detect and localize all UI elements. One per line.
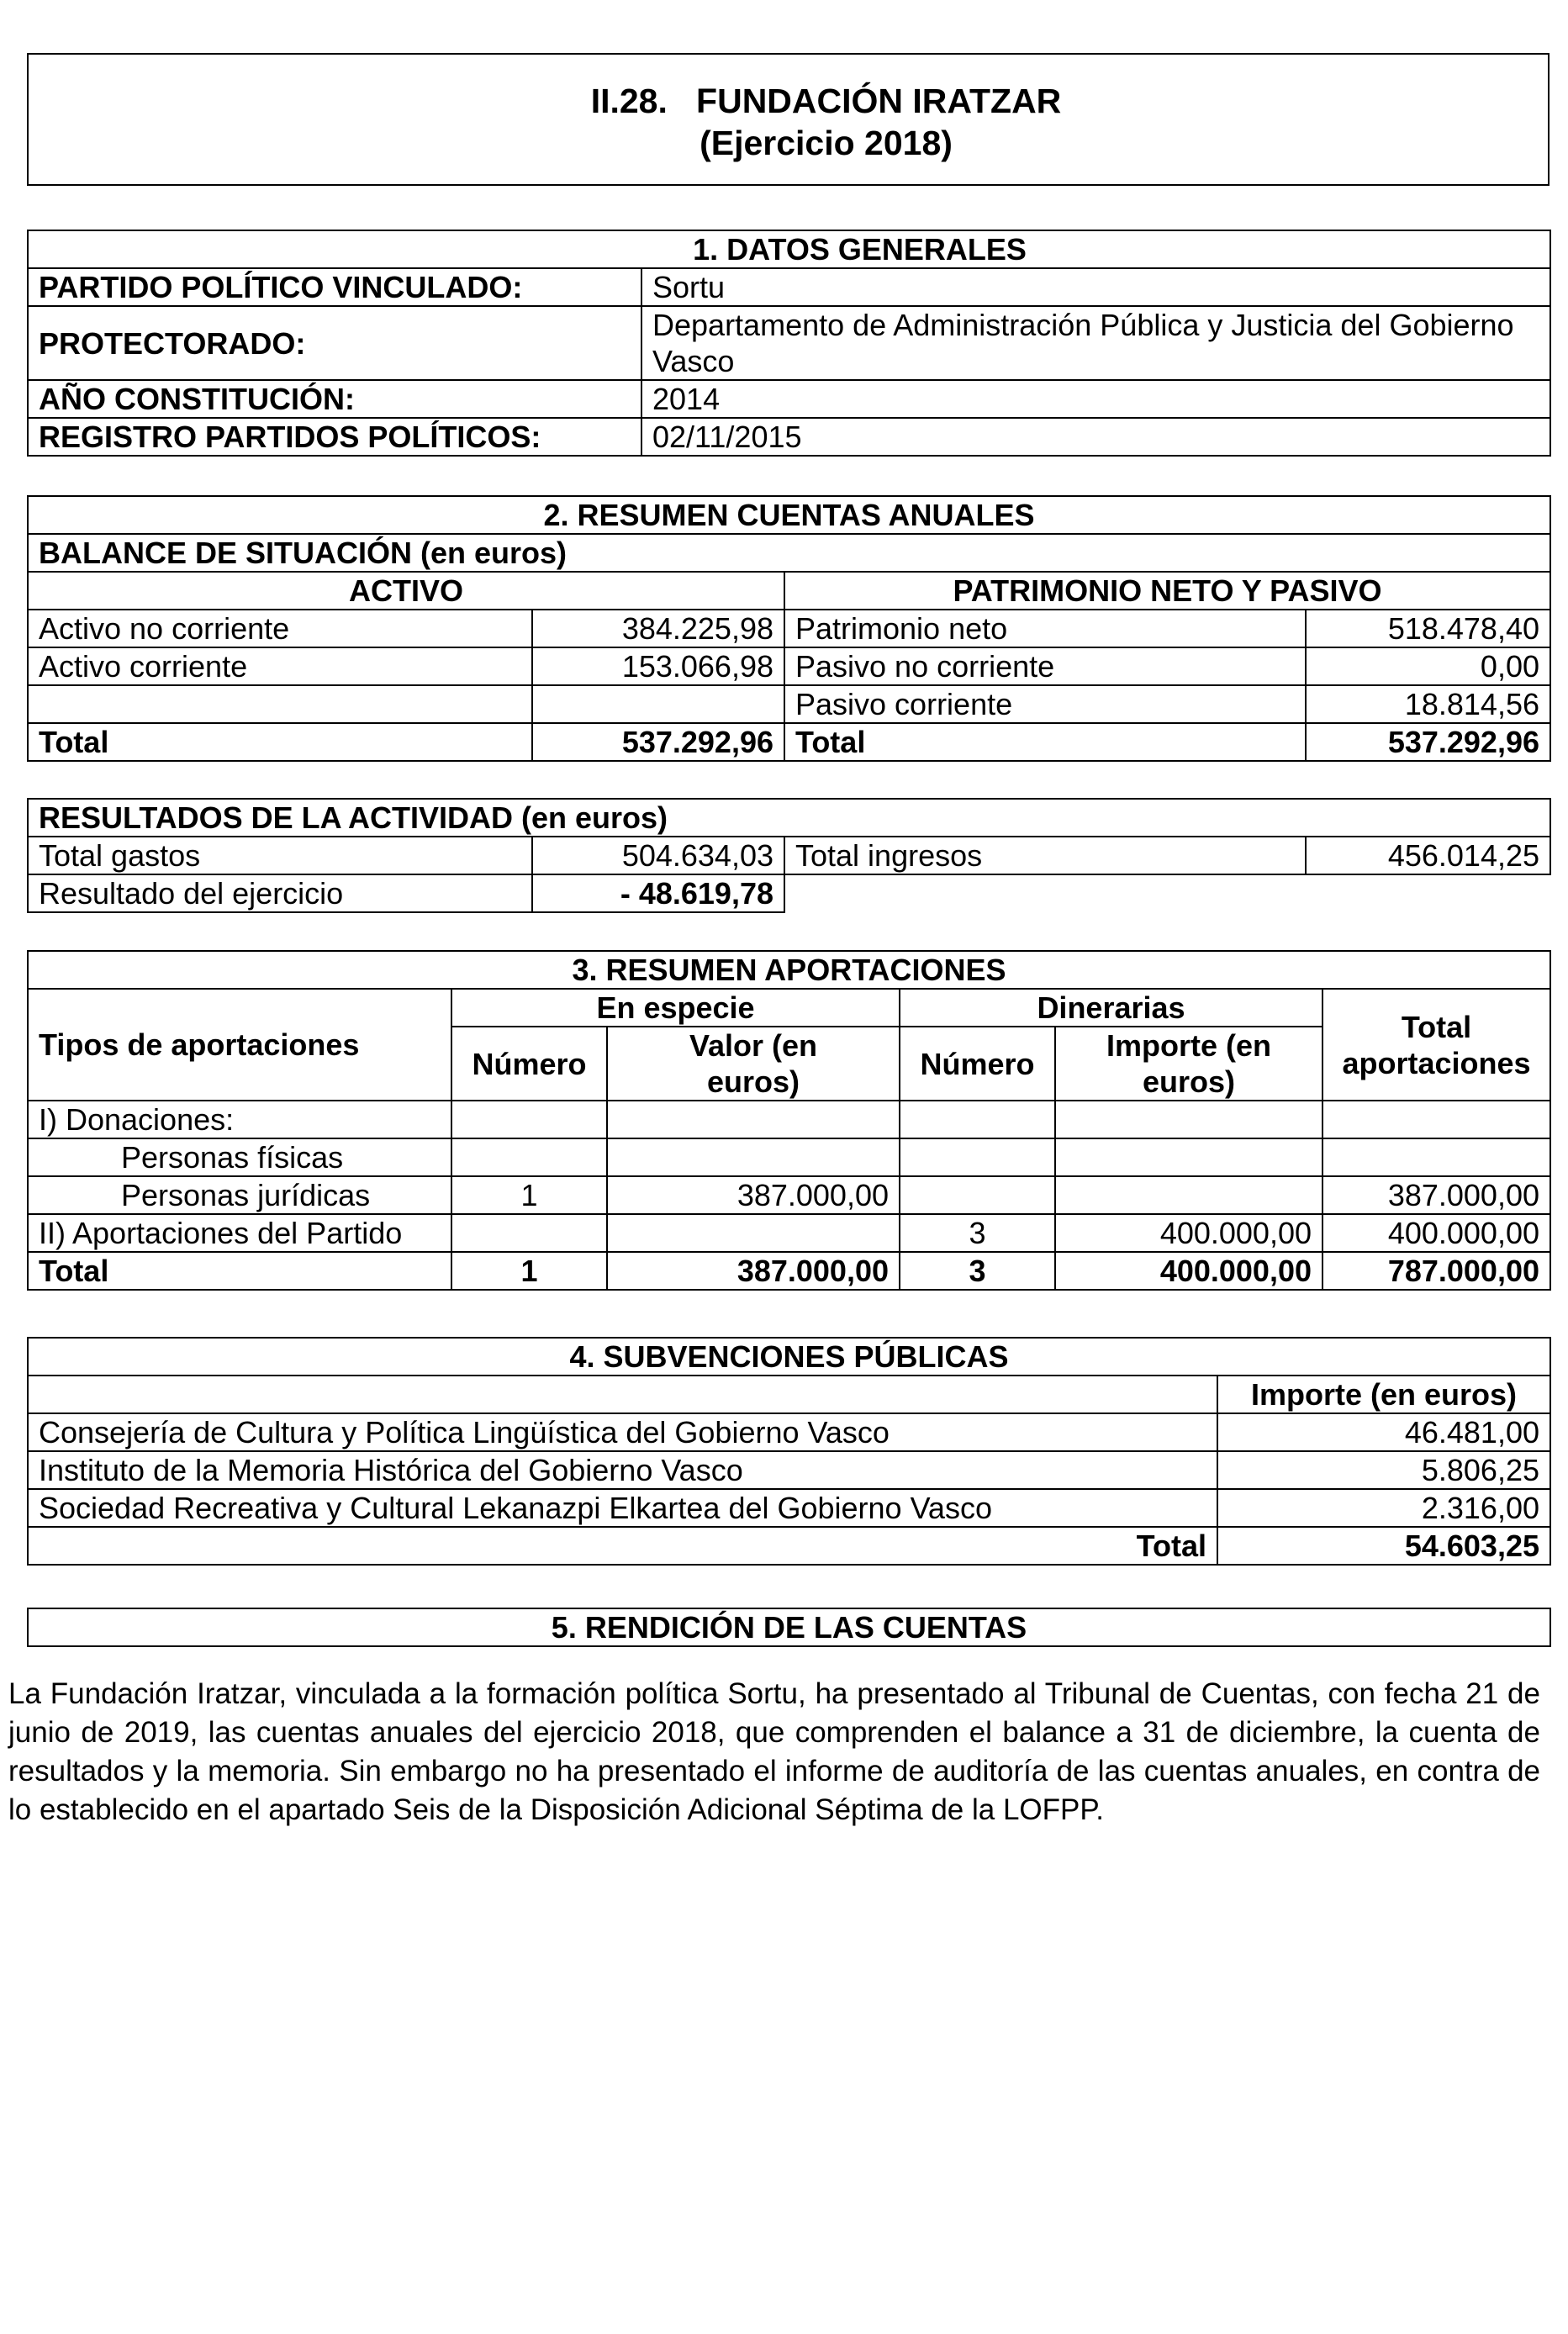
subsidy-label: Consejería de Cultura y Política Lingüística del Gobierno Vasco (28, 1413, 1217, 1451)
resultado-value: - 48.619,78 (532, 874, 784, 912)
balance-title: BALANCE DE SITUACIÓN (en euros) (28, 534, 1550, 572)
contribution-v1 (607, 1138, 900, 1176)
general-data-table (27, 230, 1551, 457)
subsidy-label: Instituto de la Memoria Histórica del Gobierno Vasco (28, 1451, 1217, 1489)
accounts-title: 2. RESUMEN CUENTAS ANUALES (28, 496, 1550, 534)
subsidies-header-importe: Importe (en euros) (1217, 1376, 1550, 1413)
pasivo-header: PATRIMONIO NETO Y PASIVO (784, 572, 1550, 610)
empty-cell (784, 874, 1550, 912)
results-table (27, 798, 1551, 913)
contribution-n1: 1 (451, 1176, 607, 1214)
activo-label: Activo no corriente (28, 610, 532, 647)
contribution-total-v2: 400.000,00 (1055, 1252, 1323, 1290)
subsidy-value: 46.481,00 (1217, 1413, 1550, 1451)
activo-header: ACTIVO (28, 572, 784, 610)
rendition-paragraph: La Fundación Iratzar, vinculada a la formación política Sortu, ha presentado al Tribunal de Cuentas, con fecha 21 de junio de 2019, las cuentas anuales del ejercicio 2018, que comprenden el balance a 31 de diciembre, la cuenta de resultados y la memoria. Sin embargo no ha presentado el informe de auditoría de las cuentas anuales, en contra de lo establecido en el apartado Seis de la Disposición Adicional Séptima de la LOFPP. (8, 1677, 1540, 1826)
activo-label: Activo corriente (28, 647, 532, 685)
header-valor: Valor (en euros) (607, 1027, 900, 1101)
contribution-n2 (900, 1176, 1055, 1214)
pasivo-label: Pasivo no corriente (784, 647, 1306, 685)
pasivo-value: 0,00 (1306, 647, 1550, 685)
ingresos-label: Total ingresos (784, 837, 1306, 874)
general-value: 02/11/2015 (641, 418, 1550, 456)
contribution-total (1323, 1138, 1550, 1176)
contribution-n1 (451, 1101, 607, 1138)
pasivo-label: Patrimonio neto (784, 610, 1306, 647)
contribution-total-n2: 3 (900, 1252, 1055, 1290)
section-number: II.28. (590, 82, 668, 120)
contribution-label: I) Donaciones: (28, 1101, 451, 1138)
general-title: 1. DATOS GENERALES (28, 230, 1550, 268)
contribution-n1 (451, 1214, 607, 1252)
contribution-v2 (1055, 1138, 1323, 1176)
document-title (29, 82, 1548, 121)
activo-label (28, 685, 532, 723)
activo-total-label: Total (28, 723, 532, 761)
foundation-name: FUNDACIÓN IRATZAR (696, 82, 1062, 120)
contribution-total: 387.000,00 (1323, 1176, 1550, 1214)
empty-cell (28, 1376, 1217, 1413)
subsidy-label: Sociedad Recreativa y Cultural Lekanazpi Elkartea del Gobierno Vasco (28, 1489, 1217, 1527)
contribution-n2 (900, 1138, 1055, 1176)
rendition-table (27, 1608, 1551, 1647)
balance-table (27, 495, 1551, 762)
general-label: AÑO CONSTITUCIÓN: (28, 380, 641, 418)
subsidies-table (27, 1337, 1551, 1566)
gastos-value: 504.634,03 (532, 837, 784, 874)
resultado-label: Resultado del ejercicio (28, 874, 532, 912)
contribution-v1 (607, 1101, 900, 1138)
subsidy-value: 5.806,25 (1217, 1451, 1550, 1489)
pasivo-label: Pasivo corriente (784, 685, 1306, 723)
contribution-total-label: Total (28, 1252, 451, 1290)
general-label: PARTIDO POLÍTICO VINCULADO: (28, 268, 641, 306)
header-importe: Importe (en euros) (1055, 1027, 1323, 1101)
header-tipos: Tipos de aportaciones (28, 989, 451, 1101)
contribution-total-n1: 1 (451, 1252, 607, 1290)
header-total: Total aportaciones (1323, 989, 1550, 1101)
contribution-total (1323, 1101, 1550, 1138)
gastos-label: Total gastos (28, 837, 532, 874)
pasivo-total-label: Total (784, 723, 1306, 761)
general-value: Sortu (641, 268, 1550, 306)
contribution-n2 (900, 1101, 1055, 1138)
contributions-title: 3. RESUMEN APORTACIONES (28, 951, 1550, 989)
general-value: 2014 (641, 380, 1550, 418)
pasivo-total-value: 537.292,96 (1306, 723, 1550, 761)
activo-value (532, 685, 784, 723)
title-box (27, 53, 1550, 186)
contributions-table (27, 950, 1551, 1291)
contribution-v2 (1055, 1176, 1323, 1214)
header-dinerarias: Dinerarias (900, 989, 1323, 1027)
general-label: PROTECTORADO: (28, 306, 641, 380)
header-numero: Número (900, 1027, 1055, 1101)
general-label: REGISTRO PARTIDOS POLÍTICOS: (28, 418, 641, 456)
contribution-label: II) Aportaciones del Partido (28, 1214, 451, 1252)
contribution-label: Personas jurídicas (28, 1176, 451, 1214)
contribution-label: Personas físicas (28, 1138, 451, 1176)
contribution-n1 (451, 1138, 607, 1176)
contribution-v1 (607, 1214, 900, 1252)
pasivo-value: 518.478,40 (1306, 610, 1550, 647)
activo-value: 384.225,98 (532, 610, 784, 647)
subsidies-total-label: Total (28, 1527, 1217, 1565)
contribution-n2: 3 (900, 1214, 1055, 1252)
contribution-v2: 400.000,00 (1055, 1214, 1323, 1252)
contribution-v2 (1055, 1101, 1323, 1138)
subsidy-value: 2.316,00 (1217, 1489, 1550, 1527)
contribution-grand-total: 787.000,00 (1323, 1252, 1550, 1290)
exercise-year: (Ejercicio 2018) (700, 124, 953, 162)
activo-total-value: 537.292,96 (532, 723, 784, 761)
rendition-title: 5. RENDICIÓN DE LAS CUENTAS (28, 1608, 1550, 1646)
activo-value: 153.066,98 (532, 647, 784, 685)
ingresos-value: 456.014,25 (1306, 837, 1550, 874)
pasivo-value: 18.814,56 (1306, 685, 1550, 723)
subsidies-total-value: 54.603,25 (1217, 1527, 1550, 1565)
results-title: RESULTADOS DE LA ACTIVIDAD (en euros) (28, 799, 1550, 837)
subsidies-title: 4. SUBVENCIONES PÚBLICAS (28, 1338, 1550, 1376)
header-especie: En especie (451, 989, 900, 1027)
contribution-total-v1: 387.000,00 (607, 1252, 900, 1290)
contribution-total: 400.000,00 (1323, 1214, 1550, 1252)
contribution-v1: 387.000,00 (607, 1176, 900, 1214)
header-numero: Número (451, 1027, 607, 1101)
general-value: Departamento de Administración Pública y Justicia del Gobierno Vasco (641, 306, 1550, 380)
